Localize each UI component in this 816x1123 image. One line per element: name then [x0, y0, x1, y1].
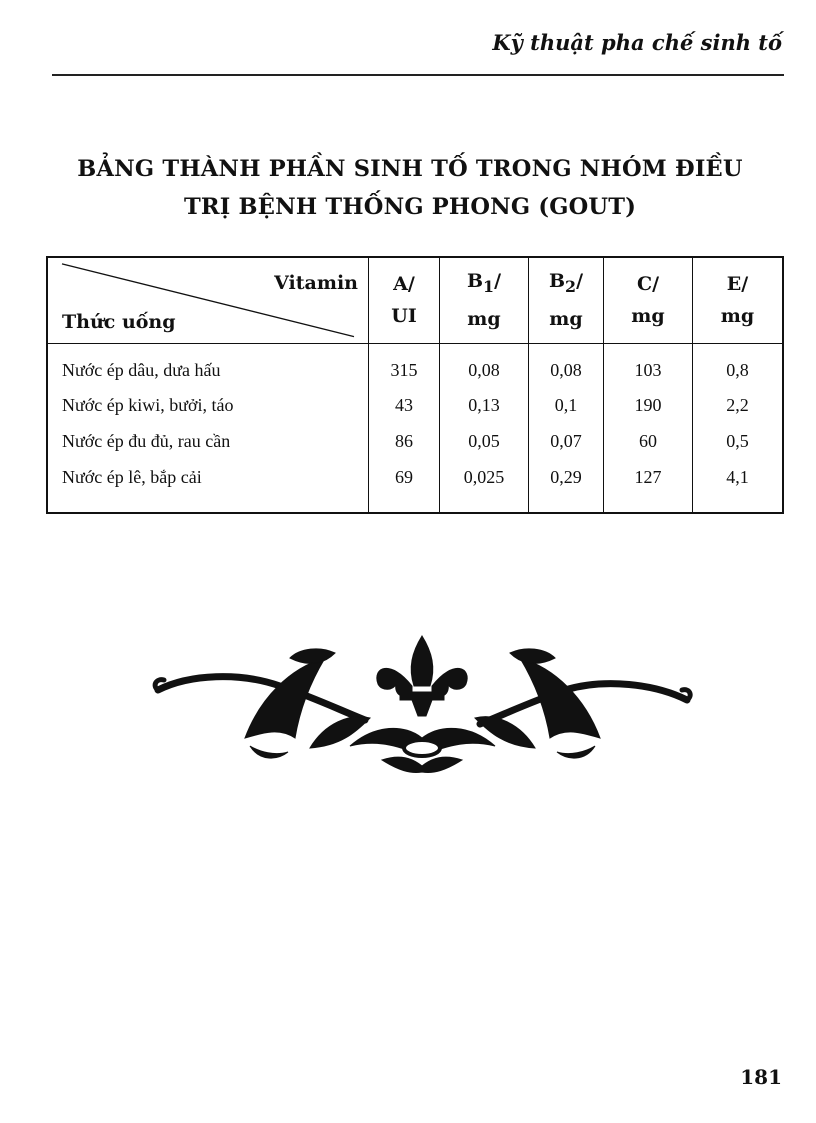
running-header: Kỹ thuật pha chế sinh tố — [492, 30, 782, 55]
title-line-1: BẢNG THÀNH PHẦN SINH TỐ TRONG NHÓM ĐIỀU — [77, 156, 743, 182]
value-e: 4,1 — [693, 460, 784, 513]
fleur-de-lis-ornament-icon — [150, 628, 695, 778]
value-a: 43 — [369, 388, 440, 424]
diagonal-header-cell — [47, 257, 369, 343]
table-row — [47, 388, 783, 424]
value-e: 2,2 — [693, 388, 784, 424]
value-b2: 0,1 — [529, 388, 604, 424]
header-drink-label: Thức uống — [62, 310, 176, 333]
drink-name: Nước ép lê, bắp cải — [47, 460, 369, 513]
value-b1: 0,08 — [440, 343, 529, 388]
column-header-b1: $B_1/$ mg — [440, 257, 529, 343]
table-row — [47, 343, 783, 388]
table-row — [47, 424, 783, 460]
title-line-2: TRỊ BỆNH THỐNG PHONG (GOUT) — [183, 194, 637, 220]
value-e: 0,5 — [693, 424, 784, 460]
value-c: 60 — [604, 424, 693, 460]
table-header-row — [47, 257, 783, 343]
header-rule — [52, 74, 784, 76]
value-a: 86 — [369, 424, 440, 460]
value-a: 315 — [369, 343, 440, 388]
page-title — [40, 150, 780, 226]
header-vitamin-label: Vitamin — [274, 272, 358, 294]
value-c: 190 — [604, 388, 693, 424]
column-header-e: E/ mg — [693, 257, 784, 343]
value-b2: 0,29 — [529, 460, 604, 513]
value-b2: 0,07 — [529, 424, 604, 460]
drink-name: Nước ép đu đủ, rau cần — [47, 424, 369, 460]
column-header-a: A/ UI — [369, 257, 440, 343]
page-number: 181 — [740, 1065, 782, 1089]
drink-name: Nước ép kiwi, bưởi, táo — [47, 388, 369, 424]
value-b1: 0,13 — [440, 388, 529, 424]
value-c: 127 — [604, 460, 693, 513]
value-a: 69 — [369, 460, 440, 513]
column-header-b2: $B_2/$ mg — [529, 257, 604, 343]
value-c: 103 — [604, 343, 693, 388]
value-b2: 0,08 — [529, 343, 604, 388]
drink-name: Nước ép dâu, dưa hấu — [47, 343, 369, 388]
vitamin-table — [46, 256, 784, 514]
value-e: 0,8 — [693, 343, 784, 388]
column-header-c: C/ mg — [604, 257, 693, 343]
value-b1: 0,05 — [440, 424, 529, 460]
value-b1: 0,025 — [440, 460, 529, 513]
table-row — [47, 460, 783, 513]
